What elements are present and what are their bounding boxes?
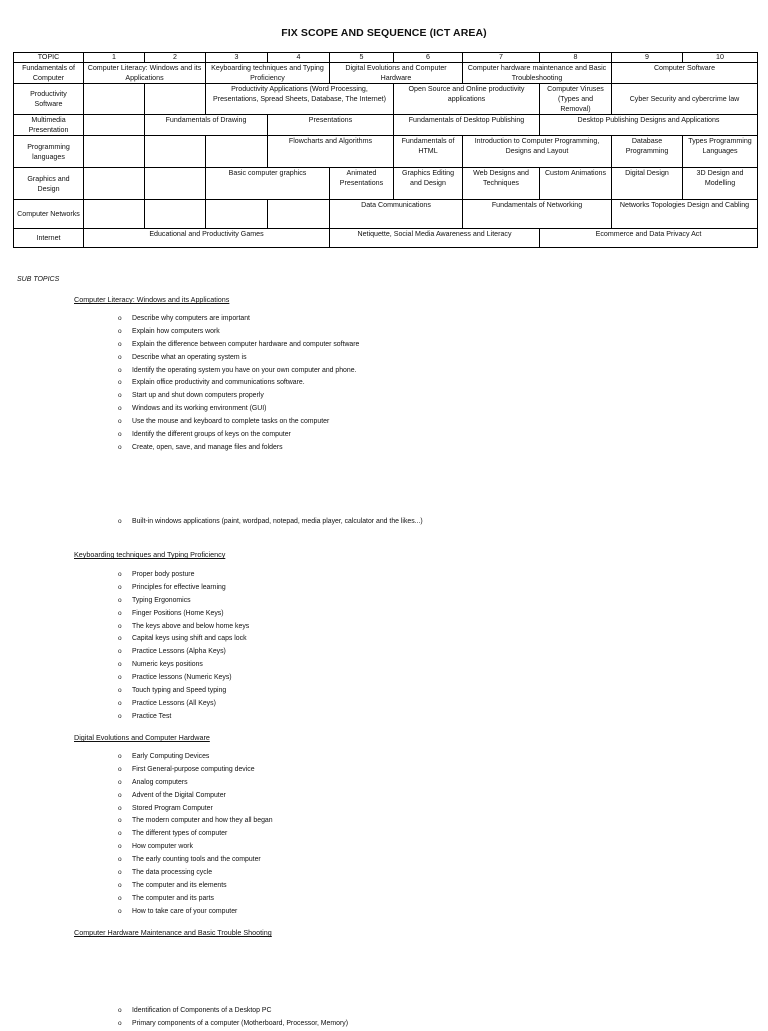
table-cell: Introduction to Computer Programming, Designs and Layout [463, 136, 612, 168]
header-cell: 5 [330, 53, 394, 63]
list-item: o The data processing cycle [132, 867, 273, 880]
topic-cell: Programming languages [14, 136, 84, 168]
page-title: FIX SCOPE AND SEQUENCE (ICT AREA) [281, 27, 487, 39]
table-cell: Netiquette, Social Media Awareness and Literacy [330, 229, 540, 248]
table-cell: Productivity Applications (Word Processing, Presentations, Spread Sheets, Database, The Internet) [206, 84, 394, 115]
bullet-list [132, 516, 423, 529]
table-cell: Open Source and Online productivity applications [394, 84, 540, 115]
table-cell: Computer Software [612, 63, 758, 84]
list-item: o Primary components of a computer (Motherboard, Processor, Memory) [132, 1018, 348, 1031]
topic-cell: Fundamentals of Computer [14, 63, 84, 84]
table-cell [145, 84, 206, 115]
table-row [14, 115, 758, 136]
table-row [14, 200, 758, 229]
bullet-list [132, 751, 273, 919]
table-cell: Flowcharts and Algorithms [268, 136, 394, 168]
table-cell: Keyboarding techniques and Typing Proficiency [206, 63, 330, 84]
topic-cell: Internet [14, 229, 84, 248]
header-cell: 6 [394, 53, 463, 63]
topic-cell: Multimedia Presentation [14, 115, 84, 136]
table-cell [145, 136, 206, 168]
list-item: o Numeric keys positions [132, 659, 249, 672]
list-item: o Describe what an operating system is [132, 352, 359, 365]
list-item: o Identification of Components of a Desktop PC [132, 1005, 348, 1018]
header-cell: 10 [683, 53, 758, 63]
list-item: o Practice Lessons (Alpha Keys) [132, 646, 249, 659]
table-cell [84, 84, 145, 115]
table-cell: Types Programming Languages [683, 136, 758, 168]
list-item: o Explain office productivity and communications software. [132, 377, 359, 390]
table-cell: Educational and Productivity Games [84, 229, 330, 248]
list-item: o The early counting tools and the computer [132, 854, 273, 867]
table-cell: Networks Topologies Design and Cabling [612, 200, 758, 229]
list-item: o Practice Test [132, 711, 249, 724]
table-cell: Basic computer graphics [206, 168, 330, 200]
table-row [14, 136, 758, 168]
list-item: o How computer work [132, 841, 273, 854]
list-item: o Finger Positions (Home Keys) [132, 608, 249, 621]
table-row [14, 168, 758, 200]
table-cell [206, 200, 268, 229]
table-cell: Fundamentals of HTML [394, 136, 463, 168]
list-item: o Identify the operating system you have on your own computer and phone. [132, 365, 359, 378]
table-cell: Cyber Security and cybercrime law [612, 84, 758, 115]
list-item: o The computer and its elements [132, 880, 273, 893]
table-cell: Digital Evolutions and Computer Hardware [330, 63, 463, 84]
list-item: o The modern computer and how they all began [132, 815, 273, 828]
table-cell: Digital Design [612, 168, 683, 200]
table-cell [84, 200, 145, 229]
scope-sequence-table [13, 52, 758, 248]
list-item: o Advent of the Digital Computer [132, 790, 273, 803]
table-cell: Desktop Publishing Designs and Applications [540, 115, 758, 136]
table-cell: Fundamentals of Drawing [145, 115, 268, 136]
table-row [14, 84, 758, 115]
table-cell: Web Designs and Techniques [463, 168, 540, 200]
table-cell: 3D Design and Modelling [683, 168, 758, 200]
list-item: o Identify the different groups of keys on the computer [132, 429, 359, 442]
table-cell [84, 115, 145, 136]
bullet-list [132, 313, 359, 455]
list-item: o Describe why computers are important [132, 313, 359, 326]
list-item: o Analog computers [132, 777, 273, 790]
header-cell: 2 [145, 53, 206, 63]
table-cell: Database Programming [612, 136, 683, 168]
table-row [14, 229, 758, 248]
list-item: o Typing Ergonomics [132, 595, 249, 608]
table-cell [84, 168, 145, 200]
list-item: o Early Computing Devices [132, 751, 273, 764]
table-cell [206, 136, 268, 168]
header-cell: TOPIC [14, 53, 84, 63]
table-cell: Ecommerce and Data Privacy Act [540, 229, 758, 248]
table-cell: Presentations [268, 115, 394, 136]
list-item: o Explain how computers work [132, 326, 359, 339]
header-cell: 7 [463, 53, 540, 63]
header-cell: 4 [268, 53, 330, 63]
list-item: o Built-in windows applications (paint, wordpad, notepad, media player, calculator and the likes...) [132, 516, 423, 529]
table-cell: Custom Animations [540, 168, 612, 200]
header-cell: 8 [540, 53, 612, 63]
section-title: Computer Literacy: Windows and its Applications [74, 295, 230, 304]
topic-cell: Productivity Software [14, 84, 84, 115]
table-cell: Animated Presentations [330, 168, 394, 200]
list-item: o Principles for effective learning [132, 582, 249, 595]
section-title: Digital Evolutions and Computer Hardware [74, 733, 210, 742]
list-item: o Practice Lessons (All Keys) [132, 698, 249, 711]
list-item: o Capital keys using shift and caps lock [132, 633, 249, 646]
table-cell: Fundamentals of Networking [463, 200, 612, 229]
table-cell: Fundamentals of Desktop Publishing [394, 115, 540, 136]
list-item: o The different types of computer [132, 828, 273, 841]
list-item: o Stored Program Computer [132, 803, 273, 816]
list-item: o How to take care of your computer [132, 906, 273, 919]
bullet-list [132, 569, 249, 724]
list-item: o Create, open, save, and manage files and folders [132, 442, 359, 455]
table-cell: Data Communications [330, 200, 463, 229]
list-item: o Windows and its working environment (GUI) [132, 403, 359, 416]
section-title: Keyboarding techniques and Typing Proficiency [74, 550, 226, 559]
table-cell [145, 200, 206, 229]
table-row [14, 63, 758, 84]
header-cell: 3 [206, 53, 268, 63]
subtopics-label: SUB TOPICS [17, 276, 60, 283]
header-cell: 1 [84, 53, 145, 63]
table-cell: Computer Literacy: Windows and its Applications [84, 63, 206, 84]
table-cell: Computer Viruses (Types and Removal) [540, 84, 612, 115]
topic-cell: Computer Networks [14, 200, 84, 229]
table-header-row [14, 53, 758, 63]
list-item: o Practice lessons (Numeric Keys) [132, 672, 249, 685]
list-item: o Start up and shut down computers properly [132, 390, 359, 403]
list-item: o Touch typing and Speed typing [132, 685, 249, 698]
table-cell [268, 200, 330, 229]
table-cell: Computer hardware maintenance and Basic Troubleshooting [463, 63, 612, 84]
bullet-list [132, 1005, 348, 1031]
list-item: o Proper body posture [132, 569, 249, 582]
list-item: o The computer and its parts [132, 893, 273, 906]
list-item: o First General-purpose computing device [132, 764, 273, 777]
table-cell: Graphics Editing and Design [394, 168, 463, 200]
list-item: o The keys above and below home keys [132, 621, 249, 634]
header-cell: 9 [612, 53, 683, 63]
list-item: o Use the mouse and keyboard to complete tasks on the computer [132, 416, 359, 429]
table-cell [145, 168, 206, 200]
list-item: o Explain the difference between computer hardware and computer software [132, 339, 359, 352]
section-title: Computer Hardware Maintenance and Basic Trouble Shooting [74, 928, 272, 937]
table-cell [84, 136, 145, 168]
topic-cell: Graphics and Design [14, 168, 84, 200]
